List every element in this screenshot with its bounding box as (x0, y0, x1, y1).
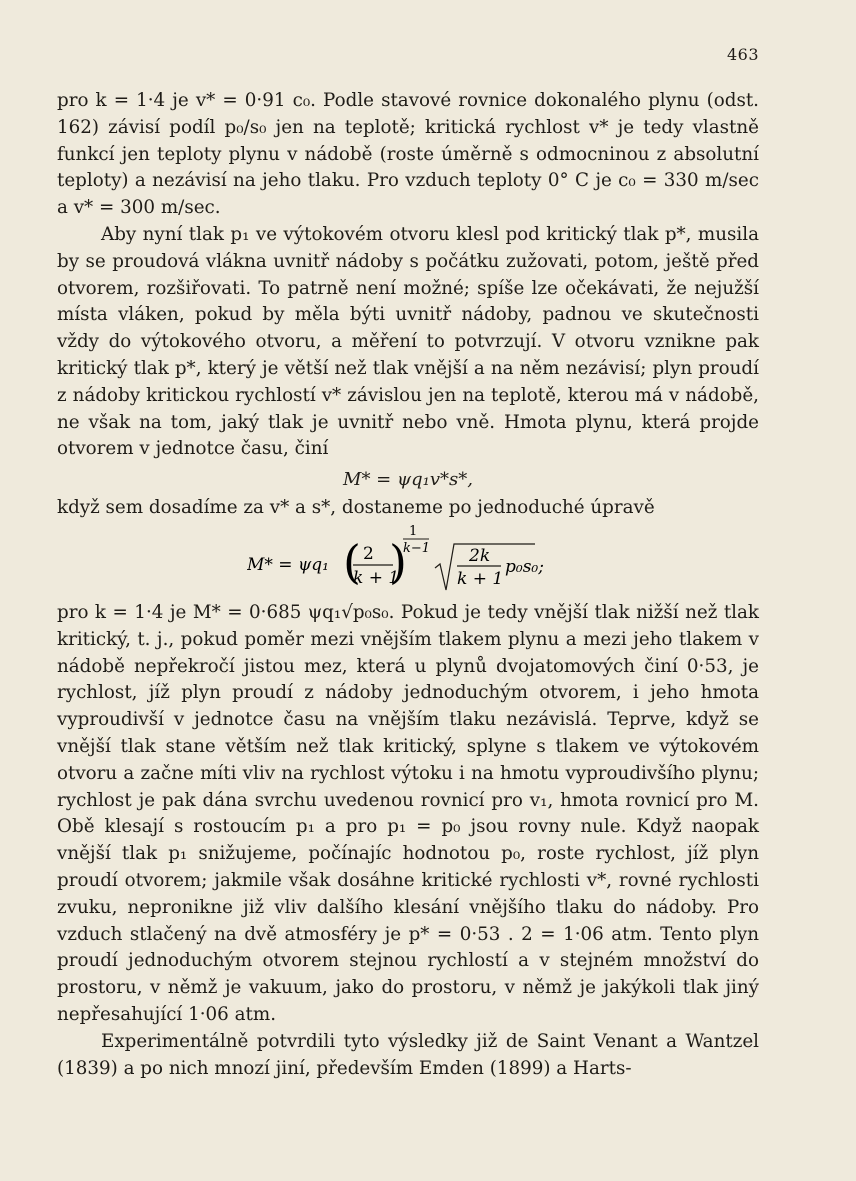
body-text (57, 88, 759, 1082)
paragraph-2-text: Aby nyní tlak p₁ ve výtokovém otvoru klesl pod kritický tlak p*, musila by se proudová vlákna uvnitř nádoby s počátku zužovati, potom, ještě před otvorem, rozšiřovati. To patrně není možné; spíše lze očekávati, že nejužší místa vláken, pokud by měla býti uvnitř nádoby, padnou ve skutečnosti vždy do výtokového otvoru, a měření to potvrzují. V otvoru vznikne pak kritický tlak p*, který je větší než tlak vnější a na něm nezávisí; plyn proudí z nádoby kritickou rychlostí v* závislou jen na teplotě, kterou má v nádobě, ne však na tom, jaký tlak je uvnitř nebo vně. Hmota plynu, která projde otvorem v jednotce času, činí (57, 223, 759, 460)
formula-mass-flow: M* = ψq₁v*s*, (343, 469, 473, 491)
paren-close: ) (389, 534, 407, 589)
frac1-num: 2 (363, 543, 374, 564)
page-number: 463 (727, 45, 760, 64)
paragraph-3: když sem dosadíme za v* a s*, dostaneme po jednoduché úpravě (57, 497, 655, 519)
root-num: 2k (469, 545, 491, 566)
paragraph-5 (57, 1029, 759, 1083)
frac1-den: k + 1 (353, 567, 400, 588)
root-den: k + 1 (457, 568, 504, 589)
paragraph-4: pro k = 1·4 je M* = 0·685 ψq₁√p₀s₀. Pokud je tedy vnější tlak nižší než tlak kritický, t. j., pokud poměr mezi vnějším tlakem plynu a mezi jeho tlakem v nádobě nepřekročí jistou mez, která u plynů dvojatomových činí 0·53, je rychlost, jíž plyn proudí z nádoby jednoduchým otvorem, i jeho hmota vyproudivší v jednotce času na vnějším tlaku nezávislá. Teprve, když se vnější tlak stane větším než tlak kritický, splyne s tlakem ve výtokovém otvoru a začne míti vliv na rychlost výtoku i na hmotu vyproudivšího plynu; rychlost je pak dána svrchu uvedenou rovnicí pro v₁, hmota rovnicí pro M. Obě klesají s rostoucím p₁ a pro p₁ = p₀ jsou rovny nule. Když naopak vnější tlak p₁ snižujeme, počínajíc hodnotou p₀, roste rychlost, jíž plyn proudí otvorem; jakmile však dosáhne kritické rychlosti v*, rovné rychlosti zvuku, nepronikne již vliv dalšího klesání vnějšího tlaku do nádoby. Pro vzduch stlačený na dvě atmosféry je p* = 0·53 . 2 = 1·06 atm. Tento plyn proudí jednoduchým otvorem stejnou rychlostí a v stejném množství do prostoru, v němž je vakuum, jako do prostoru, v němž je jakýkoli tlak jiný nepřesahující 1·06 atm. (57, 601, 759, 1025)
root-tail: p₀s₀; (505, 556, 544, 577)
exp-num: 1 (409, 523, 418, 539)
paragraph-2 (57, 222, 759, 463)
exp-den: k−1 (403, 540, 431, 556)
paren-open: ( (343, 534, 361, 589)
formula-mass-flow-expanded (57, 522, 759, 596)
paragraph-5-text: Experimentálně potvrdili tyto výsledky již de Saint Venant a Wantzel (1839) a po nich mnozí jiní, především Emden (1899) a Harts- (57, 1030, 759, 1079)
paragraph-1: pro k = 1·4 je v* = 0·91 c₀. Podle stavové rovnice dokonalého plynu (odst. 162) závisí podíl p₀/s₀ jen na teplotě; kritická rychlost v* je tedy vlastně funkcí jen teploty plynu v nádobě (roste úměrně s odmocninou z absolutní teploty) a nezávisí na jeho tlaku. Pro vzduch teploty 0° C je c₀ = 330 m/sec a v* = 300 m/sec. (57, 90, 759, 219)
formula-lhs: M* = ψq₁ (247, 554, 329, 575)
